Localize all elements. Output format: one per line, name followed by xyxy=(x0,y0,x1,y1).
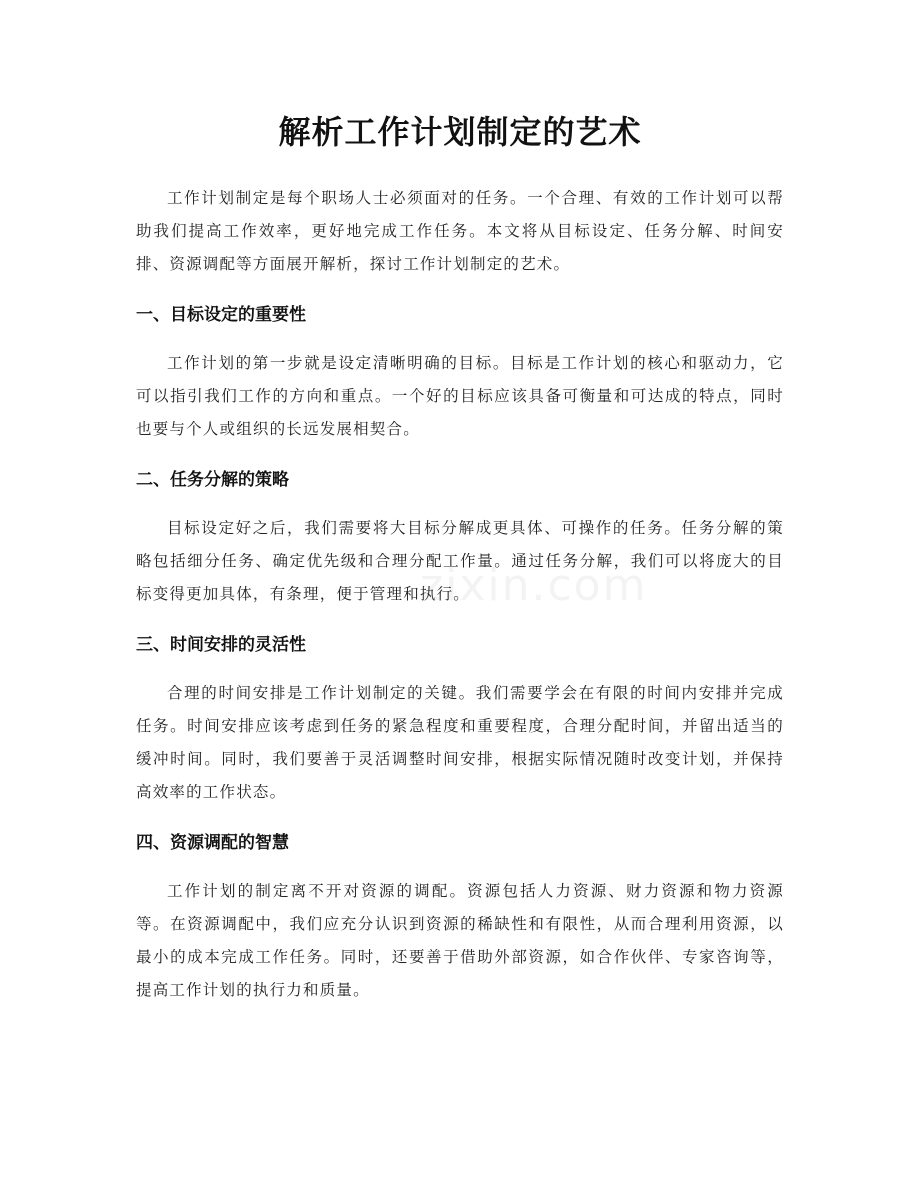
section-goal-setting xyxy=(136,301,784,446)
intro-paragraph: 工作计划制定是每个职场人士必须面对的任务。一个合理、有效的工作计划可以帮助我们提高工作效率，更好地完成工作任务。本文将从目标设定、任务分解、时间安排、资源调配等方面展开解析，探讨工作计划制定的艺术。 xyxy=(136,189,784,273)
section-paragraph: 目标设定好之后，我们需要将大目标分解成更具体、可操作的任务。任务分解的策略包括细分任务、确定优先级和合理分配工作量。通过任务分解，我们可以将庞大的目标变得更加具体，有条理，便于管理和执行。 xyxy=(136,519,784,603)
section-resource-allocation xyxy=(136,829,784,1007)
section-paragraph: 合理的时间安排是工作计划制定的关键。我们需要学会在有限的时间内安排并完成任务。时间安排应该考虑到任务的紧急程度和重要程度，合理分配时间，并留出适当的缓冲时间。同时，我们要善于灵活调整时间安排，根据实际情况随时改变计划，并保持高效率的工作状态。 xyxy=(136,684,784,801)
section-time-scheduling xyxy=(136,631,784,809)
section-heading: 一、目标设定的重要性 xyxy=(136,305,306,325)
watermark: zixin.com xyxy=(420,560,648,611)
section-heading: 三、时间安排的灵活性 xyxy=(136,635,306,655)
section-task-breakdown xyxy=(136,466,784,611)
section-paragraph: 工作计划的制定离不开对资源的调配。资源包括人力资源、财力资源和物力资源等。在资源调配中，我们应充分认识到资源的稀缺性和有限性，从而合理利用资源，以最小的成本完成工作任务。同时，还要善于借助外部资源，如合作伙伴、专家咨询等，提高工作计划的执行力和质量。 xyxy=(136,882,784,999)
page-title: 解析工作计划制定的艺术 xyxy=(278,113,642,151)
section-paragraph: 工作计划的第一步就是设定清晰明确的目标。目标是工作计划的核心和驱动力，它可以指引我们工作的方向和重点。一个好的目标应该具备可衡量和可达成的特点，同时也要与个人或组织的长远发展相契合。 xyxy=(136,354,784,438)
section-heading: 四、资源调配的智慧 xyxy=(136,833,289,853)
section-heading: 二、任务分解的策略 xyxy=(136,470,289,490)
